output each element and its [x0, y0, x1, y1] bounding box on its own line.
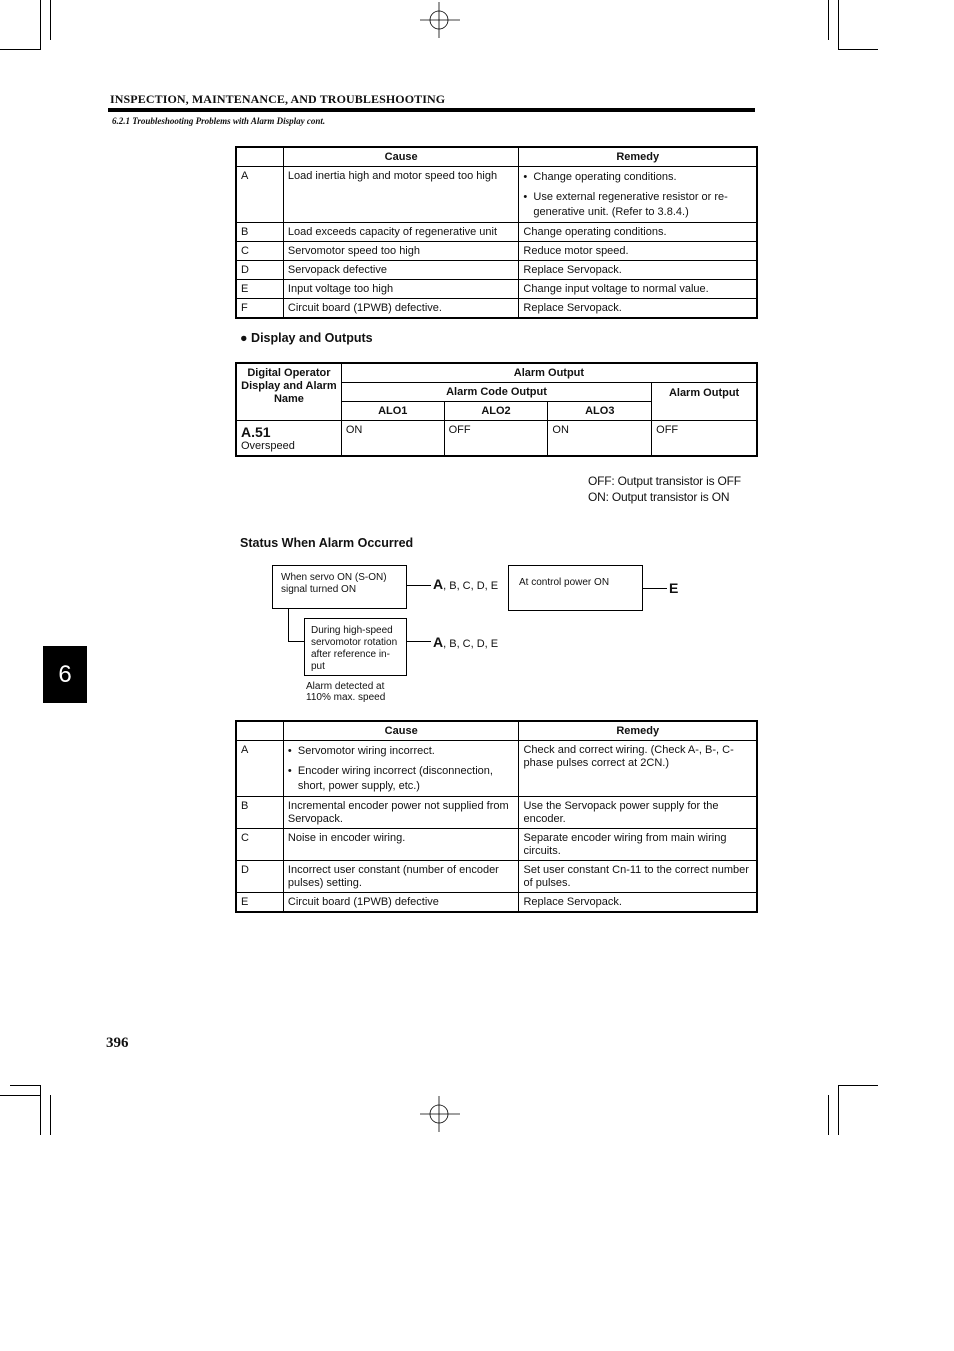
row-id: D: [237, 861, 284, 893]
cause-cell: Servopack defective: [283, 261, 519, 280]
status-box-high-speed: During high-speed servomotor rotation after reference in-put: [304, 618, 407, 676]
remedy-cell: Change input voltage to normal value.: [519, 280, 757, 299]
table-row: [237, 797, 757, 829]
connector-line: [643, 588, 667, 589]
header-cause: Cause: [283, 148, 519, 167]
header-cause: Cause: [283, 722, 519, 741]
remedy-cell: Set user constant Cn-11 to the correct number of pulses.: [519, 861, 757, 893]
table-row: [237, 261, 757, 280]
header-display: Digital Operator Display and Alarm Name: [237, 364, 342, 421]
tree-connector: [288, 641, 304, 642]
header-rule: [108, 108, 755, 112]
heading-text: Display and Outputs: [251, 331, 373, 345]
table-row: [237, 299, 757, 318]
alarm-output-value: OFF: [652, 421, 757, 456]
header-remedy: Remedy: [519, 148, 757, 167]
header-alo2: ALO2: [444, 402, 548, 421]
connector-line: [407, 641, 431, 642]
cause-item: • Encoder wiring incorrect (disconnection, short, power supply, etc.): [288, 764, 515, 794]
registration-mark-top: [420, 2, 460, 38]
remedy-cell: Replace Servopack.: [519, 893, 757, 912]
cause-cell: Circuit board (1PWB) defective.: [283, 299, 519, 318]
status-box-control-power: At control power ON: [508, 565, 643, 611]
status-label-high-speed: A, B, C, D, E: [433, 634, 499, 650]
row-id: A: [237, 167, 284, 223]
remedy-cell: Reduce motor speed.: [519, 242, 757, 261]
remedy-cell: [519, 167, 757, 223]
remedy-cell: Separate encoder wiring from main wiring circuits.: [519, 829, 757, 861]
cause-cell: Incremental encoder power not supplied from Servopack.: [283, 797, 519, 829]
status-heading: Status When Alarm Occurred: [240, 536, 414, 550]
table-row: [237, 741, 757, 797]
table-row: [237, 829, 757, 861]
bullet-icon: ●: [240, 331, 248, 345]
row-id: E: [237, 893, 284, 912]
cause-cell: Circuit board (1PWB) defective: [283, 893, 519, 912]
row-id: B: [237, 797, 284, 829]
section-title: INSPECTION, MAINTENANCE, AND TROUBLESHOOTING: [110, 92, 446, 106]
cause-remedy-table-1: [236, 147, 757, 318]
status-note: Alarm detected at 110% max. speed: [306, 681, 386, 703]
header-alo1: ALO1: [341, 402, 444, 421]
table-row: [237, 167, 757, 223]
note-on: ON: Output transistor is ON: [588, 490, 730, 504]
header-alo3: ALO3: [548, 402, 652, 421]
remedy-cell: Check and correct wiring. (Check A-, B-, C-phase pulses correct at 2CN.): [519, 741, 757, 797]
remedy-cell: Replace Servopack.: [519, 299, 757, 318]
registration-mark-bottom: [420, 1096, 460, 1132]
table-row: [237, 893, 757, 912]
chapter-tab: 6: [43, 646, 87, 703]
cause-cell: Load exceeds capacity of regenerative unit: [283, 223, 519, 242]
remedy-cell: Use the Servopack power supply for the encoder.: [519, 797, 757, 829]
status-box-servo-on: When servo ON (S-ON) signal turned ON: [272, 565, 407, 609]
alarm-display-cell: [237, 421, 342, 456]
alarm-name: Overspeed: [241, 440, 295, 452]
alo2-value: OFF: [444, 421, 548, 456]
cause-cell: Load inertia high and motor speed too high: [283, 167, 519, 223]
remedy-item: • Change operating conditions.: [523, 170, 752, 185]
alarm-code: A.51: [241, 424, 271, 440]
table-row: [237, 280, 757, 299]
table-row: [237, 421, 757, 456]
subsection-title: 6.2.1 Troubleshooting Problems with Alarm Display cont.: [112, 116, 326, 126]
header-alarm-code-output: Alarm Code Output: [341, 383, 651, 402]
header-blank: [237, 722, 284, 741]
remedy-item: • Use external regenerative resistor or re-generative unit. (Refer to 3.8.4.): [523, 190, 752, 220]
alo3-value: ON: [548, 421, 652, 456]
remedy-cell: Change operating conditions.: [519, 223, 757, 242]
cause-cell: Input voltage too high: [283, 280, 519, 299]
output-notes: [588, 473, 741, 505]
table-row: [237, 242, 757, 261]
status-label-servo-on: A, B, C, D, E: [433, 576, 499, 592]
cause-cell: Incorrect user constant (number of encoder pulses) setting.: [283, 861, 519, 893]
cause-cell: Servomotor speed too high: [283, 242, 519, 261]
display-outputs-heading: [240, 331, 373, 345]
alarm-output-table: [236, 363, 757, 456]
row-id: C: [237, 829, 284, 861]
table-row: [237, 861, 757, 893]
row-id: E: [237, 280, 284, 299]
status-label-control-power: E: [669, 580, 679, 596]
table-row: [237, 223, 757, 242]
tree-connector: [288, 609, 289, 641]
header-alarm-output-sub: Alarm Output: [652, 383, 757, 421]
page-number: 396: [106, 1035, 129, 1051]
cause-item: • Servomotor wiring incorrect.: [288, 744, 515, 759]
cause-cell: [283, 741, 519, 797]
cause-remedy-table-2: [236, 721, 757, 912]
row-id: F: [237, 299, 284, 318]
row-id: B: [237, 223, 284, 242]
note-off: OFF: Output transistor is OFF: [588, 474, 741, 488]
row-id: A: [237, 741, 284, 797]
header-blank: [237, 148, 284, 167]
header-remedy: Remedy: [519, 722, 757, 741]
header-alarm-output: Alarm Output: [341, 364, 756, 383]
row-id: C: [237, 242, 284, 261]
connector-line: [407, 585, 431, 586]
row-id: D: [237, 261, 284, 280]
remedy-cell: Replace Servopack.: [519, 261, 757, 280]
cause-cell: Noise in encoder wiring.: [283, 829, 519, 861]
alo1-value: ON: [341, 421, 444, 456]
